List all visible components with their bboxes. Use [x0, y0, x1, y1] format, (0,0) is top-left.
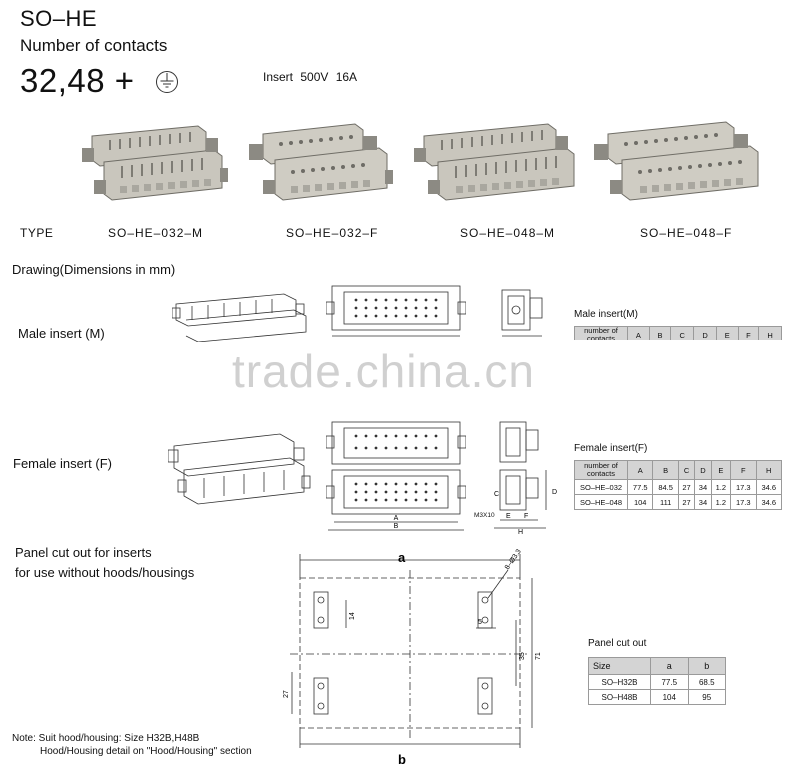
table-header: E	[711, 461, 730, 480]
table-header: D	[695, 461, 711, 480]
table-cell: 1.2	[711, 480, 730, 495]
insert-rating: Insert 500V 16A	[263, 70, 358, 84]
type-name: SO–HE–032–F	[286, 226, 379, 240]
type-name: SO–HE–048–F	[640, 226, 733, 240]
male-insert-photo	[412, 118, 582, 210]
table-header: B	[653, 461, 678, 480]
table-cell: 68.5	[688, 675, 726, 690]
table-header: F	[731, 461, 756, 480]
dim-f-label: F	[524, 513, 529, 520]
dim-hole-text: 8–Ø3.3	[503, 548, 523, 572]
table-cell: 34	[695, 480, 711, 495]
note-line1: Note: Suit hood/housing: Size H32B,H48B	[12, 733, 200, 744]
table-cell: SO–HE–048	[575, 495, 628, 510]
table-cell: 34.6	[756, 495, 782, 510]
dim-71-text: 71	[535, 652, 542, 660]
screw-size-label: M3X10	[474, 512, 495, 519]
table-header: H	[759, 327, 782, 341]
female-insert-side-drawing	[492, 416, 560, 536]
dim-b-label: B	[393, 523, 399, 530]
female-insert-label: Female insert (F)	[13, 456, 112, 471]
table-cell: 34	[695, 495, 711, 510]
dim-a-text: a	[398, 550, 406, 565]
note-line2: Hood/Housing detail on "Hood/Housing" section	[40, 746, 252, 757]
table-cell: SO–HE–032	[575, 480, 628, 495]
panel-title-line2: for use without hoods/housings	[15, 565, 195, 580]
table-cell: 111	[653, 495, 678, 510]
female-table-caption: Female insert(F)	[574, 443, 648, 454]
dim-d-label: D	[552, 489, 558, 496]
dim-27-text: 27	[283, 690, 290, 698]
table-cell: 95	[688, 690, 726, 705]
table-header: B	[649, 327, 671, 341]
panel-table	[588, 657, 726, 705]
table-header: F	[738, 327, 759, 341]
table-header: E	[716, 327, 738, 341]
male-table	[574, 326, 782, 340]
table-cell: 84.5	[653, 480, 678, 495]
female-insert-front-drawing	[326, 418, 466, 534]
table-row	[575, 480, 782, 495]
dim-e-label: E	[506, 513, 511, 520]
type-label: TYPE	[20, 226, 54, 240]
table-header: C	[671, 327, 694, 341]
table-header: A	[628, 327, 650, 341]
table-header: a	[651, 658, 689, 675]
panel-title-line1: Panel cut out for inserts	[15, 545, 152, 560]
dim-35-text: 35	[519, 652, 526, 660]
dim-a-label: A	[393, 515, 399, 522]
female-insert-photo	[592, 118, 767, 210]
table-header: Size	[589, 658, 651, 675]
table-cell: 77.5	[628, 480, 653, 495]
drawing-title: Drawing(Dimensions in mm)	[12, 262, 176, 277]
table-cell: 27	[678, 480, 694, 495]
table-cell: 27	[678, 495, 694, 510]
dim-14-text: 14	[349, 612, 356, 620]
table-row	[575, 495, 782, 510]
male-insert-front-drawing	[326, 284, 466, 342]
male-insert-photo	[80, 118, 230, 210]
male-insert-iso-drawing	[172, 290, 312, 342]
series-title: SO–HE	[20, 6, 98, 31]
table-cell: 104	[651, 690, 689, 705]
table-cell: 104	[628, 495, 653, 510]
panel-cutout-drawing	[270, 548, 560, 772]
table-header: A	[628, 461, 653, 480]
male-insert-side-drawing	[496, 288, 552, 342]
contacts-subtitle: Number of contacts	[20, 36, 168, 55]
table-header: H	[756, 461, 782, 480]
note	[12, 732, 252, 758]
table-header: b	[688, 658, 726, 675]
dim-5-text: 5	[478, 619, 482, 626]
watermark: trade.china.cn	[232, 345, 535, 397]
table-cell: SO–H32B	[589, 675, 651, 690]
table-cell: 1.2	[711, 495, 730, 510]
panel-table-caption: Panel cut out	[588, 638, 647, 649]
dim-c-label: C	[494, 491, 500, 498]
table-header: C	[678, 461, 694, 480]
ground-symbol-icon	[155, 70, 179, 94]
table-header: number of contacts	[575, 461, 628, 480]
table-header: D	[694, 327, 717, 341]
table-row	[589, 675, 726, 690]
female-insert-iso-drawing	[168, 432, 312, 508]
female-insert-photo	[245, 118, 395, 210]
male-table-caption: Male insert(M)	[574, 309, 638, 320]
table-cell: 17.3	[731, 480, 756, 495]
table-header: number of contacts	[575, 327, 628, 341]
contacts-count: 32,48 +	[20, 62, 135, 99]
table-cell: 17.3	[731, 495, 756, 510]
table-cell: 77.5	[651, 675, 689, 690]
type-name: SO–HE–048–M	[460, 226, 556, 240]
dim-b-text: b	[398, 752, 406, 767]
type-name: SO–HE–032–M	[108, 226, 204, 240]
female-table	[574, 460, 782, 510]
table-cell: 34.6	[756, 480, 782, 495]
table-row	[589, 690, 726, 705]
table-cell: SO–H48B	[589, 690, 651, 705]
dim-h-label: H	[518, 529, 524, 536]
male-insert-label: Male insert (M)	[18, 326, 105, 341]
